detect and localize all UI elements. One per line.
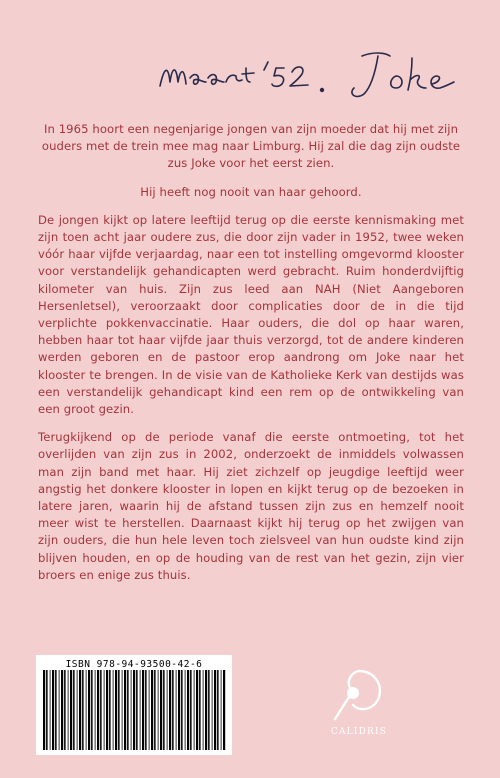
barcode-bar [100, 670, 102, 750]
barcode-bar [136, 670, 138, 750]
barcode-bar [214, 670, 216, 750]
barcode-bar [104, 670, 105, 750]
barcode-bar [133, 670, 135, 750]
barcode-bar [113, 670, 114, 750]
barcode-bar [194, 670, 195, 750]
barcode-bar [59, 670, 60, 750]
barcode-bar [196, 670, 198, 750]
barcode-bar [167, 670, 168, 750]
barcode-bar [154, 670, 156, 750]
barcode-bar [140, 670, 141, 750]
barcode-bar [91, 670, 93, 750]
barcode-bar [160, 670, 162, 750]
barcode-bar [149, 670, 150, 750]
barcode-bar [43, 670, 45, 750]
isbn-barcode [36, 655, 232, 755]
barcode-bar [176, 670, 177, 750]
barcode-bar [131, 670, 132, 750]
barcode-bar [79, 670, 81, 750]
barcode-bar [73, 670, 75, 750]
barcode-bar [145, 670, 147, 750]
barcode-bar [178, 670, 180, 750]
barcode-bar [151, 670, 153, 750]
barcode-bar [127, 670, 129, 750]
blurb [38, 121, 464, 595]
barcode-bar [205, 670, 207, 750]
barcode-bar [61, 670, 63, 750]
barcode-bar [77, 670, 78, 750]
barcode-bar [97, 670, 99, 750]
barcode-bar [163, 670, 165, 750]
barcode-bar [203, 670, 204, 750]
story-paragraph: De jongen kijkt op latere leeftijd terug op die eerste kennismaking met zijn toen acht jaar oudere zus, die door zijn vader in 1952, twee weken vóór haar vijfde verjaardag, naar een tot instelling omgevormd klooster voor verstandelijk gehandicapten werd gebracht. Ruim honderdvijftig kilometer van huis. Zijn zus leed aan NAH (Niet Aangeboren Hersenletsel), veroorzaakt door complicaties door de in die tijd verplichte pokkenvaccinatie. Haar ouders, die dol op haar waren, hebben haar tot haar vijfde jaar thuis verzorgd, tot de andere kinderen werden geboren en de pastoor erop aandrong om Joke naar het klooster te brengen. In de visie van de Katholieke Kerk van destijds was een verstandelijk gehandicapt kind een rem op de ontwikkeling van een groot gezin. [38, 212, 464, 417]
barcode-bar [187, 670, 189, 750]
barcode-bar [46, 670, 48, 750]
barcode-bar [217, 670, 219, 750]
publisher-logo [322, 665, 396, 757]
barcode-bar [50, 670, 51, 750]
publisher-name: CALIDRIS [330, 727, 388, 737]
handwritten-signature [150, 38, 470, 108]
barcode-bar [158, 670, 159, 750]
barcode-bar [55, 670, 57, 750]
tagline-paragraph: Hij heeft nog nooit van haar gehoord. [140, 184, 362, 199]
bird-logo-icon [329, 665, 389, 723]
barcode-bar [70, 670, 72, 750]
barcode-bar [95, 670, 96, 750]
reflection-paragraph: Terugkijkend op de periode vanaf die eerste ontmoeting, tot het overlijden van zijn zus in 2002, onderzoekt de inmiddels volwassen man zijn band met haar. Hij ziet zichzelf op jeugdige leeftijd weer angstig het donkere klooster in lopen en kijkt terug op de bezoeken in latere jaren, waarin hij de afstand tussen zijn zus en hemzelf nooit meer wist te herstellen. Daarnaast kijkt hij terug op het zwijgen van zijn ouders, die hun hele leven toch zielsveel van hun oudste kind zijn blijven houden, en op de houding van de rest van het gezin, zijn vier broers en enige zus thuis. [38, 430, 464, 582]
barcode-bar [185, 670, 186, 750]
barcode-bar [118, 670, 120, 750]
barcode-bars [41, 670, 227, 750]
barcode-bar [208, 670, 210, 750]
barcode-bar [52, 670, 54, 750]
barcode-bar [88, 670, 90, 750]
barcode-bar [221, 670, 222, 750]
barcode-bar [190, 670, 192, 750]
barcode-bar [169, 670, 171, 750]
signature-image [150, 38, 470, 108]
barcode-bar [181, 670, 183, 750]
barcode-bar [86, 670, 87, 750]
barcode-bar [199, 670, 201, 750]
barcode-bar [124, 670, 126, 750]
barcode-bar [172, 670, 174, 750]
barcode-bar [106, 670, 108, 750]
barcode-bar [64, 670, 66, 750]
barcode-bar [109, 670, 111, 750]
isbn-label: ISBN 978-94-93500-42-6 [65, 659, 203, 670]
intro-paragraph: In 1965 hoort een negenjarige jongen van zijn moeder dat hij met zijn ouders met de trein mee mag naar Limburg. Hij zal die dag zijn oudste zus Joke voor het eerst zien. [41, 122, 461, 171]
barcode-bar [142, 670, 144, 750]
barcode-bar [212, 670, 213, 750]
barcode-bar [68, 670, 69, 750]
barcode-bar [82, 670, 84, 750]
barcode-bar [223, 670, 225, 750]
barcode-bar [122, 670, 123, 750]
barcode-bar [115, 670, 117, 750]
